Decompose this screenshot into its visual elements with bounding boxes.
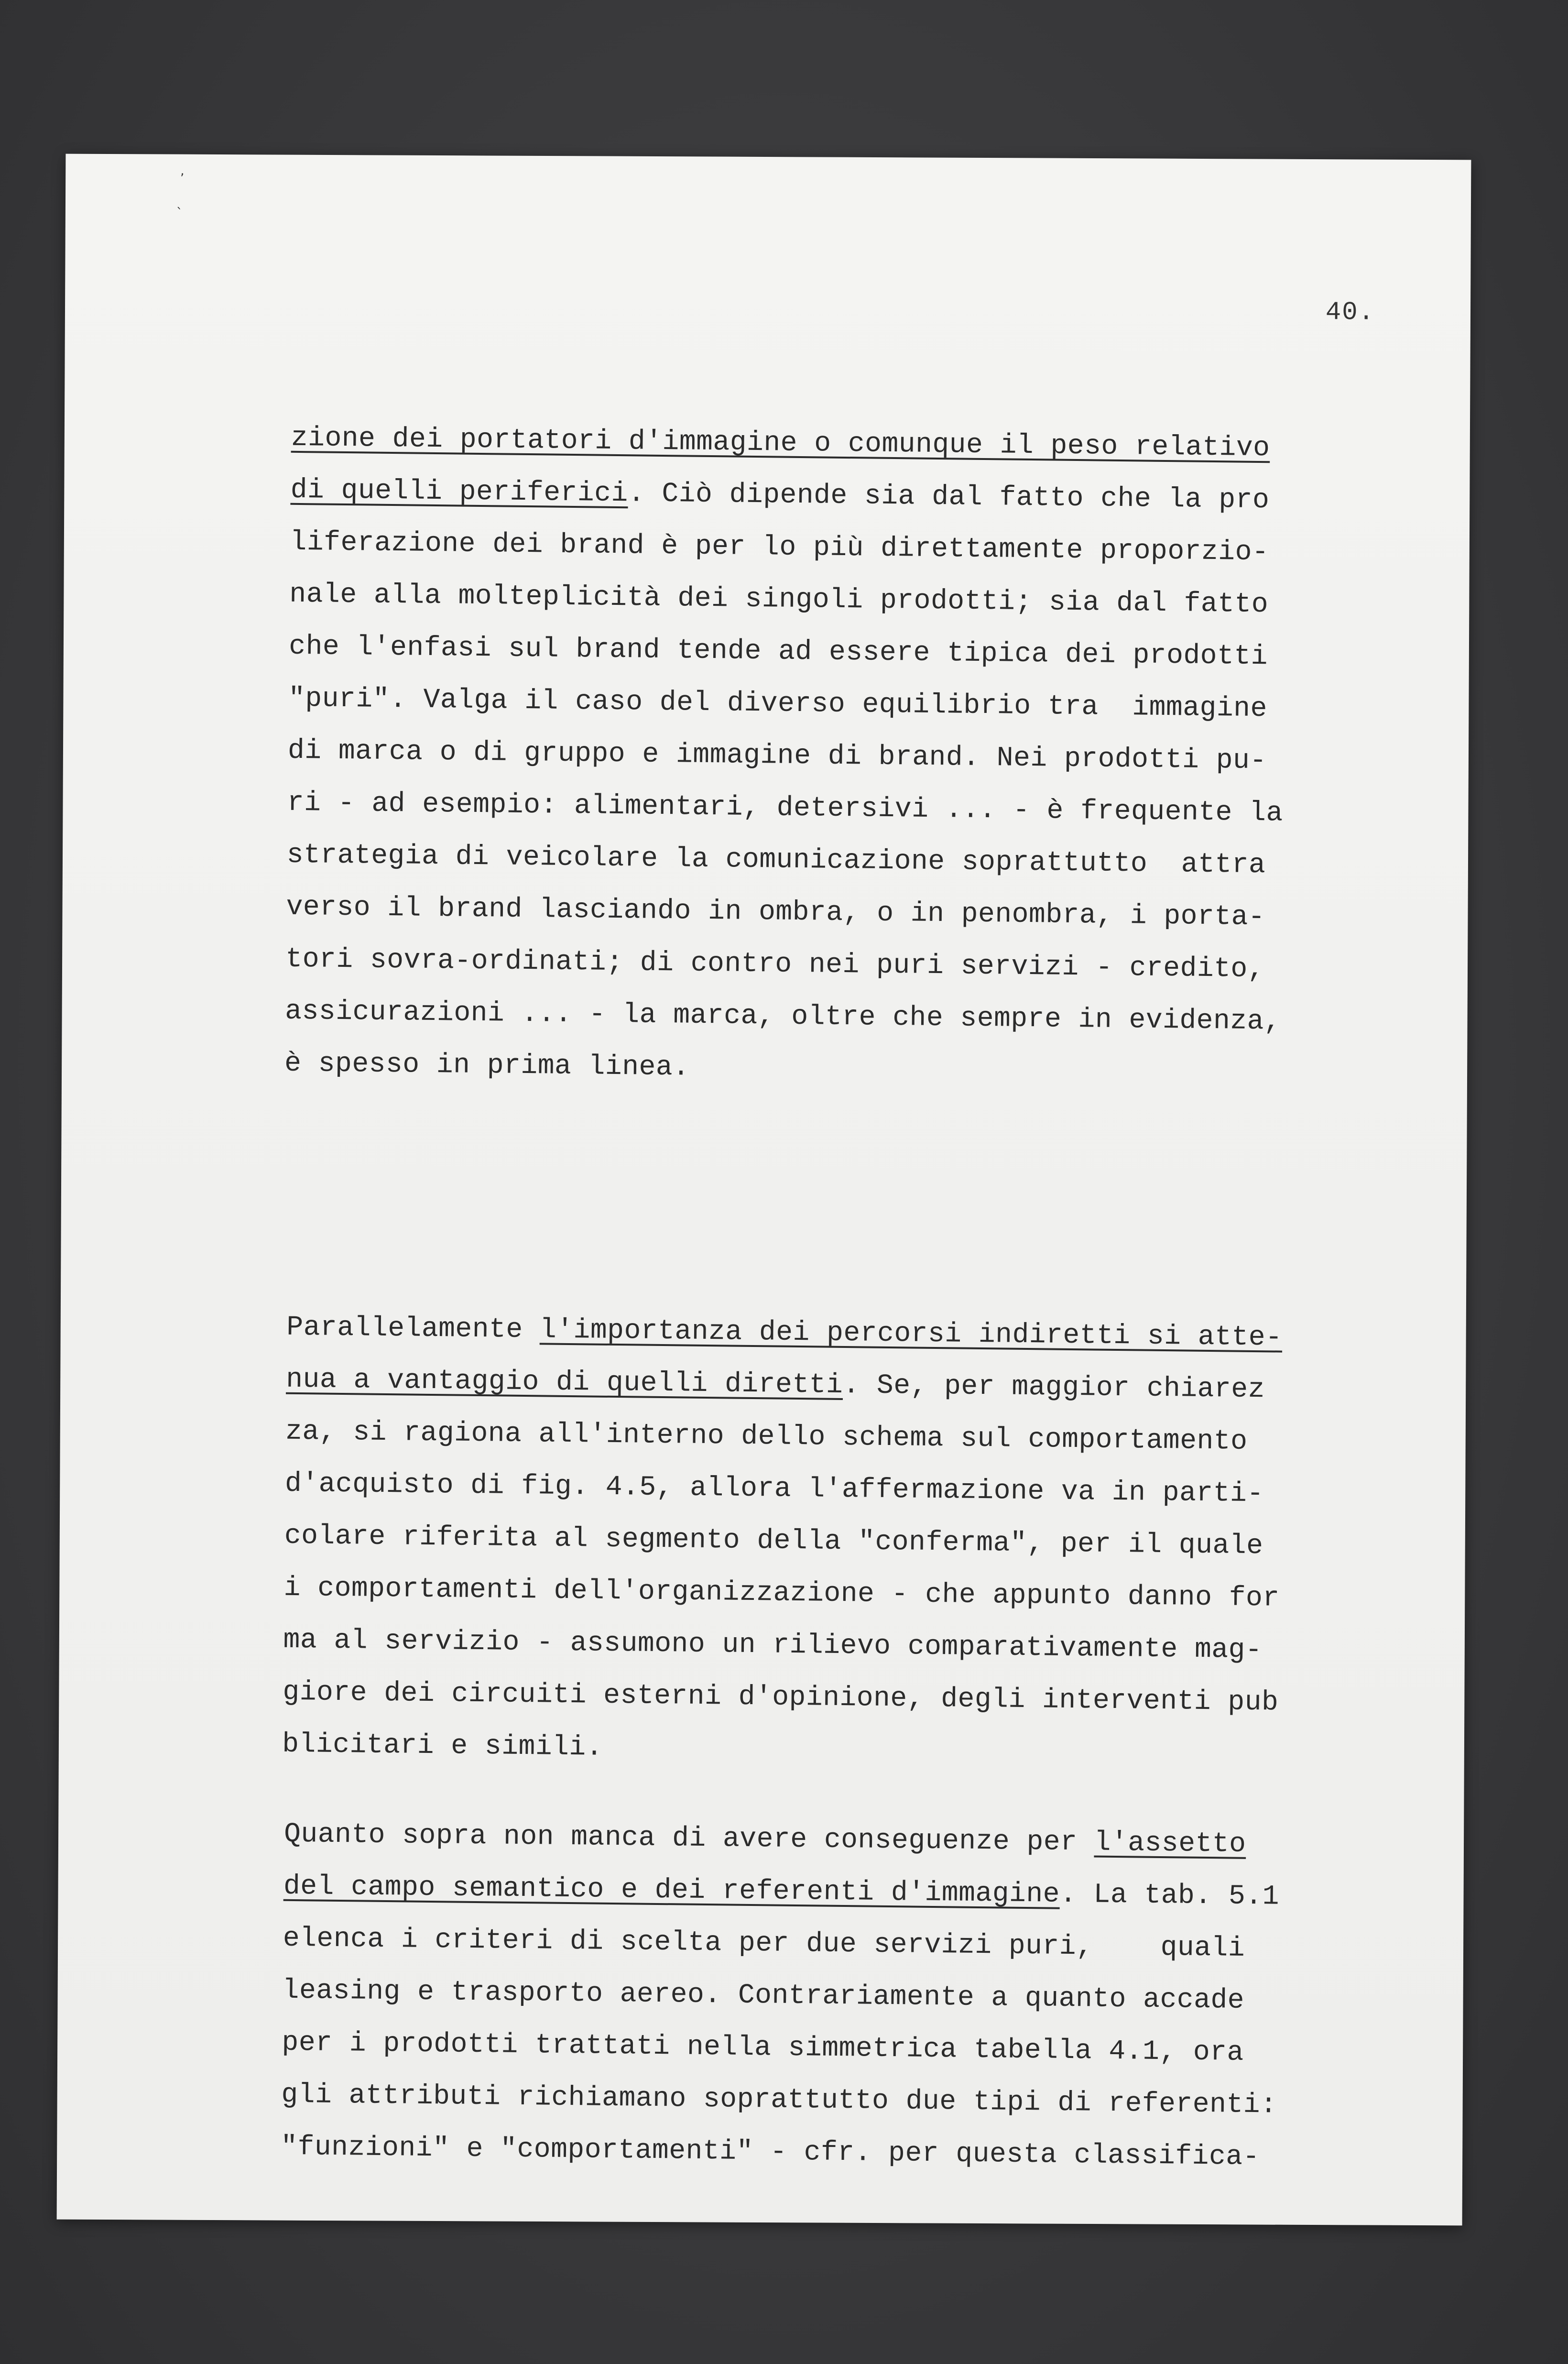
text-segment: strategia di veicolare la comunicazione soprattutto attra [286, 839, 1266, 881]
text-segment: verso il brand lasciando in ombra, o in penombra, i porta- [286, 891, 1265, 933]
text-segment: tori sovra-ordinati; di contro nei puri servizi - credito, [285, 943, 1265, 985]
paragraph-3 [281, 1808, 1360, 2185]
underlined-text: del campo semantico e dei referenti d'immagine [283, 1871, 1060, 1910]
text-segment: ri - ad esempio: alimentari, detersivi ... - è frequente la [287, 787, 1284, 829]
text-segment: blicitari e simili. [282, 1729, 603, 1763]
text-segment: za, si ragiona all'interno dello schema sul comportamento [285, 1416, 1248, 1457]
page-number: 40. [1325, 298, 1375, 328]
text-segment: gli attributi richiamano soprattutto due tipi di referenti: [281, 2079, 1277, 2121]
text-segment: Quanto sopra non manca di avere conseguenze per [283, 1818, 1095, 1859]
underlined-text: nua a vantaggio di quelli diretti [285, 1364, 843, 1401]
text-segment: i comportamenti dell'organizzazione - che appunto danno for [283, 1572, 1280, 1614]
paragraph-1 [284, 412, 1367, 1101]
text-segment: ma al servizio - assumono un rilievo comparativamente mag- [283, 1624, 1263, 1666]
text-segment: per i prodotti trattati nella simmetrica tabella 4.1, ora [282, 2027, 1244, 2068]
underlined-text: l'importanza dei percorsi indiretti si atte- [539, 1314, 1283, 1354]
underlined-text: l'assetto [1094, 1827, 1246, 1860]
typewritten-page [57, 154, 1471, 2226]
text-segment: liferazione dei brand è per lo più direttamente proporzio- [290, 526, 1269, 569]
text-segment: è spesso in prima linea. [284, 1048, 690, 1084]
underlined-text: di quelli periferici [290, 474, 629, 510]
text-segment: "puri". Valga il caso del diverso equilibrio tra immagine [288, 683, 1268, 725]
text-segment: leasing e trasporto aereo. Contrariamente a quanto accade [282, 1975, 1245, 2016]
text-segment: assicurazioni ... - la marca, oltre che sempre in evidenza, [284, 996, 1281, 1038]
paragraph-2 [282, 1302, 1362, 1782]
text-line [281, 2121, 1357, 2185]
text-segment: giore dei circuiti esterni d'opinione, degli interventi pub [283, 1676, 1279, 1718]
text-segment: d'acquisto di fig. 4.5, allora l'affermazione va in parti- [284, 1468, 1264, 1510]
text-segment: . La tab. 5.1 [1059, 1879, 1280, 1913]
text-segment: che l'enfasi sul brand tende ad essere tipica dei prodotti [288, 631, 1268, 673]
paper-mark-2: ` [176, 206, 183, 220]
text-segment: Parallelamente [286, 1312, 540, 1346]
text-segment: di marca o di gruppo e immagine di brand. Nei prodotti pu- [287, 735, 1267, 777]
text-segment: nale alla molteplicità dei singoli prodotti; sia dal fatto [289, 579, 1269, 621]
text-segment: elenca i criteri di scelta per due servizi puri, quali [283, 1923, 1245, 1964]
text-segment: . Se, per maggior chiarez [842, 1369, 1265, 1406]
text-segment: . Ciò dipende sia dal fatto che la pro [628, 478, 1270, 516]
text-segment: colare riferita al segmento della "conferma", per il quale [284, 1520, 1263, 1562]
underlined-text: zione dei portatori d'immagine o comunque il peso relativo [291, 422, 1270, 464]
paper-mark-1: , [180, 164, 185, 178]
text-segment: "funzioni" e "comportamenti" - cfr. per questa classifica- [280, 2131, 1260, 2173]
